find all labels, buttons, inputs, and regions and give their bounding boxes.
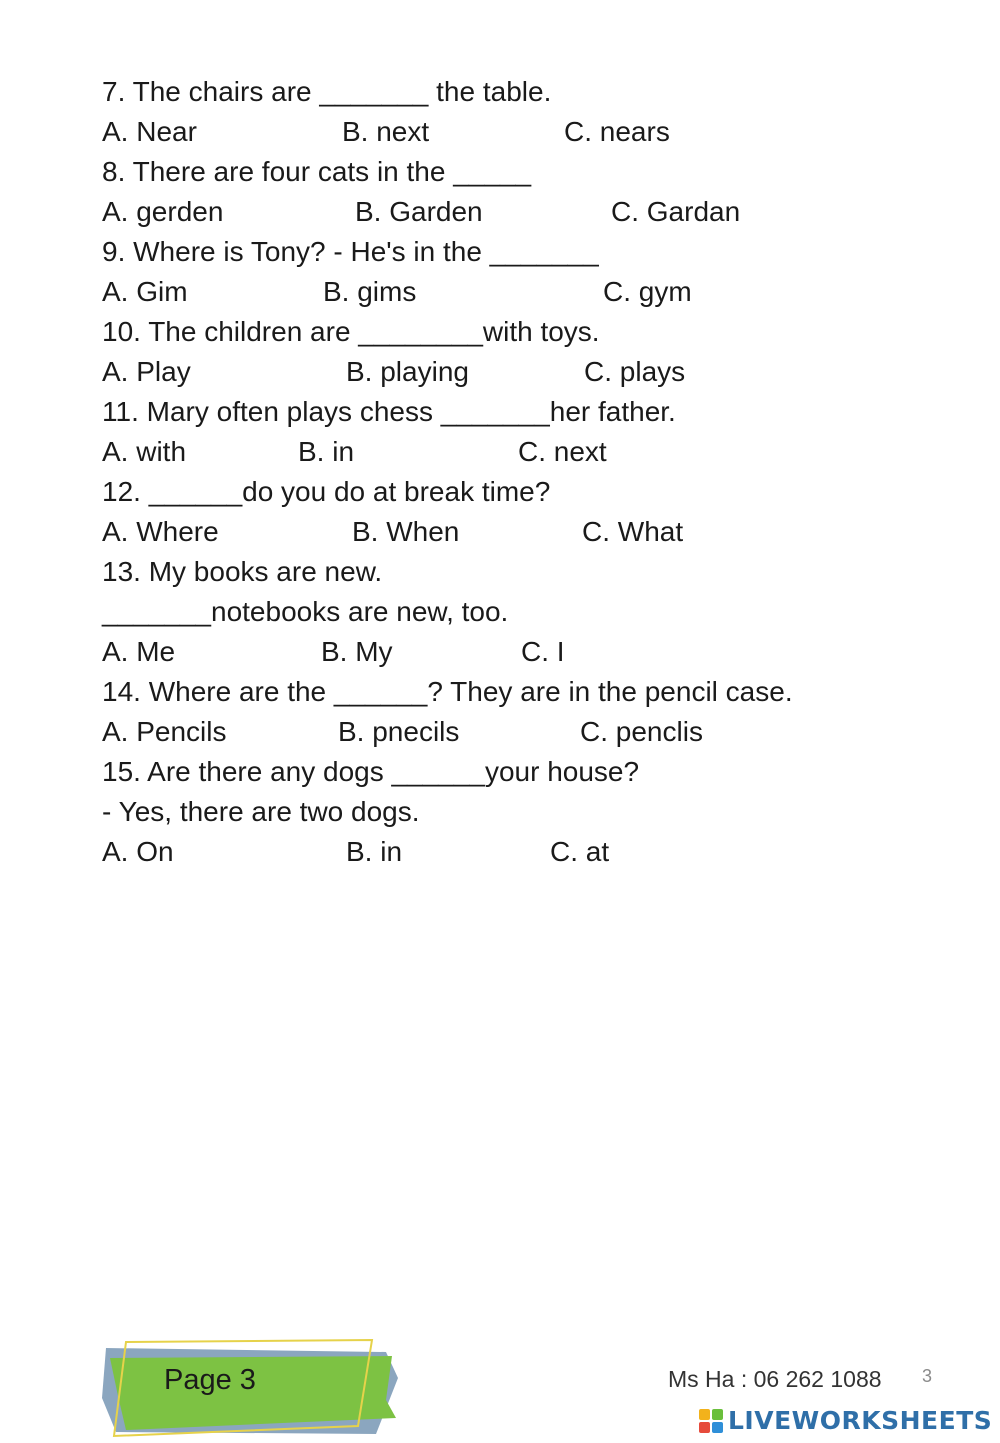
option-b[interactable]: B. pnecils xyxy=(338,716,460,747)
question-15 xyxy=(102,752,962,792)
question-13 xyxy=(102,552,962,592)
brand-name: LIVEWORKSHEETS xyxy=(728,1406,993,1435)
question-stem: 15. Are there any dogs ______your house? xyxy=(102,756,640,787)
worksheet xyxy=(102,72,962,872)
option-c[interactable]: C. at xyxy=(550,836,610,867)
page-label: Page 3 xyxy=(164,1364,256,1396)
options-row xyxy=(102,112,962,152)
option-c[interactable]: C. What xyxy=(582,516,684,547)
option-b[interactable]: B. in xyxy=(298,436,355,467)
option-a[interactable]: A. Near xyxy=(102,116,197,147)
option-c[interactable]: C. gym xyxy=(603,276,692,307)
option-a[interactable]: A. Gim xyxy=(102,276,188,307)
option-b[interactable]: B. next xyxy=(342,116,430,147)
question-13-continuation xyxy=(102,592,962,632)
question-stem: 12. ______do you do at break time? xyxy=(102,476,551,507)
page-footer xyxy=(0,1330,1000,1443)
option-a[interactable]: A. Me xyxy=(102,636,176,667)
option-b[interactable]: B. Garden xyxy=(355,196,483,227)
question-8 xyxy=(102,152,962,192)
option-c[interactable]: C. I xyxy=(521,636,565,667)
option-a[interactable]: A. Where xyxy=(102,516,219,547)
contact-info: Ms Ha : 06 262 1088 xyxy=(668,1366,882,1392)
option-b[interactable]: B. gims xyxy=(323,276,417,307)
options-row xyxy=(102,712,962,752)
option-b[interactable]: B. in xyxy=(346,836,403,867)
question-stem: 13. My books are new. xyxy=(102,556,383,587)
options-row xyxy=(102,832,962,872)
option-a[interactable]: A. Pencils xyxy=(102,716,227,747)
option-b[interactable]: B. When xyxy=(352,516,460,547)
option-a[interactable]: A. gerden xyxy=(102,196,224,227)
question-14 xyxy=(102,672,962,712)
options-row xyxy=(102,352,962,392)
question-12 xyxy=(102,472,962,512)
option-a[interactable]: A. Play xyxy=(102,356,191,387)
liveworksheets-logo xyxy=(698,1406,992,1435)
question-stem: 7. The chairs are _______ the table. xyxy=(102,76,552,107)
options-row xyxy=(102,272,962,312)
options-row xyxy=(102,432,962,472)
option-c[interactable]: C. penclis xyxy=(580,716,703,747)
question-stem: 14. Where are the ______? They are in the pencil case. xyxy=(102,676,793,707)
option-c[interactable]: C. plays xyxy=(584,356,686,387)
option-c[interactable]: C. nears xyxy=(564,116,670,147)
question-stem: 8. There are four cats in the _____ xyxy=(102,156,532,187)
question-11 xyxy=(102,392,962,432)
options-row xyxy=(102,192,962,232)
question-stem-continuation: - Yes, there are two dogs. xyxy=(102,796,420,827)
liveworksheets-icon xyxy=(698,1408,724,1434)
question-15-continuation xyxy=(102,792,962,832)
option-c[interactable]: C. Gardan xyxy=(611,196,741,227)
option-a[interactable]: A. with xyxy=(102,436,187,467)
question-stem: 10. The children are ________with toys. xyxy=(102,316,600,347)
options-row xyxy=(102,512,962,552)
option-a[interactable]: A. On xyxy=(102,836,174,867)
option-b[interactable]: B. playing xyxy=(346,356,469,387)
question-10 xyxy=(102,312,962,352)
page-number: 3 xyxy=(922,1366,933,1386)
options-row xyxy=(102,632,962,672)
option-c[interactable]: C. next xyxy=(518,436,607,467)
question-7 xyxy=(102,72,962,112)
question-stem: 11. Mary often plays chess _______her father. xyxy=(102,396,676,427)
question-9 xyxy=(102,232,962,272)
option-b[interactable]: B. My xyxy=(321,636,393,667)
question-stem-continuation: _______notebooks are new, too. xyxy=(102,596,509,627)
question-stem: 9. Where is Tony? - He's in the _______ xyxy=(102,236,599,267)
